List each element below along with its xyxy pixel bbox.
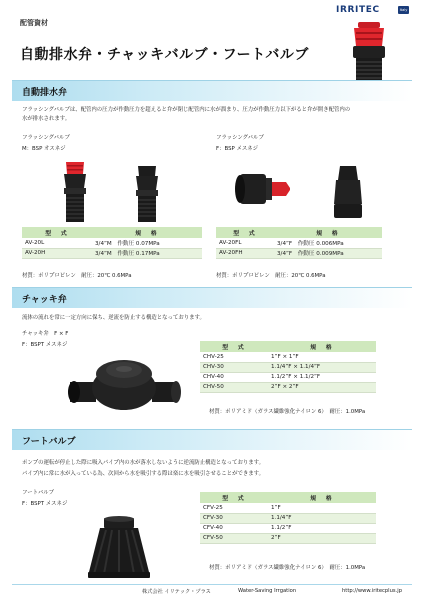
table-cell: 3/4”F 作動圧 0.009MPa bbox=[274, 248, 382, 258]
product-caption: フラッシングバルブ bbox=[216, 135, 264, 141]
table-row bbox=[216, 248, 382, 258]
table-cell: CFV-25 bbox=[200, 503, 268, 513]
product-caption: M：BSP オスネジ bbox=[22, 146, 66, 152]
table-cell: CHV-25 bbox=[200, 352, 268, 362]
table-header-row bbox=[200, 341, 376, 352]
table-row bbox=[22, 238, 202, 248]
male-flushing-valves-image bbox=[52, 160, 172, 224]
table-row bbox=[216, 238, 382, 248]
check-valve-image bbox=[66, 352, 182, 414]
product-caption: フラッシングバルブ bbox=[22, 135, 70, 141]
material-note: 材質：ポリプロピレン 耐圧：20℃ 0.6MPa bbox=[22, 273, 132, 279]
table-cell: AV-20FL bbox=[216, 238, 274, 248]
material-note: 材質：ポリアミド（ガラス繊維強化ナイロン 6） 耐圧：1.0MPa bbox=[209, 409, 366, 415]
table-cell: 1”F × 1”F bbox=[268, 352, 376, 362]
table-cell: 1.1/4”F × 1.1/4”F bbox=[268, 362, 376, 372]
table-header-row bbox=[22, 227, 202, 238]
table-row bbox=[200, 523, 376, 533]
table-row bbox=[200, 352, 376, 362]
spec-table-male bbox=[22, 227, 202, 259]
table-cell: CHV-30 bbox=[200, 362, 268, 372]
table-cell: 3/4”M 作動圧 0.17MPa bbox=[92, 248, 202, 258]
female-flushing-valves-image bbox=[232, 160, 382, 222]
table-header-cell: 規 格 bbox=[268, 341, 376, 352]
spec-table-female bbox=[216, 227, 382, 259]
table-cell: 3/4”F 作動圧 0.006MPa bbox=[274, 238, 382, 248]
product-caption: F：BSPT メスネジ bbox=[22, 342, 68, 348]
product-caption: フートバルブ bbox=[22, 490, 55, 496]
footer-slogan: Water-Saving Irrgation bbox=[238, 588, 297, 594]
spec-table-foot-valve bbox=[200, 492, 376, 544]
table-cell: 1.1/4”F bbox=[268, 513, 376, 523]
table-cell: 2”F × 2”F bbox=[268, 382, 376, 392]
section-description-line: ポンプの運転が停止した際に吸入パイプ内の水が落水しないように逆流防止構造となっております。 bbox=[22, 460, 264, 466]
product-caption: F：BSPT メスネジ bbox=[22, 501, 68, 507]
table-cell: 1”F bbox=[268, 503, 376, 513]
section-bar-foot-valve bbox=[12, 429, 412, 450]
section-heading: チャッキ弁 bbox=[22, 295, 67, 305]
table-cell: 3/4”M 作動圧 0.07MPa bbox=[92, 238, 202, 248]
table-row bbox=[200, 372, 376, 382]
material-note: 材質：ポリプロピレン 耐圧：20℃ 0.6MPa bbox=[216, 273, 326, 279]
table-row bbox=[200, 513, 376, 523]
table-cell: 1.1/2”F × 1.1/2”F bbox=[268, 372, 376, 382]
table-header-cell: 型 式 bbox=[22, 227, 92, 238]
table-header-cell: 型 式 bbox=[216, 227, 274, 238]
table-row bbox=[200, 503, 376, 513]
footer-company: 株式会社 イリテック・プラス bbox=[142, 589, 211, 595]
table-header-cell: 規 格 bbox=[92, 227, 202, 238]
footer-url[interactable]: http://www.iritecplus.jp bbox=[342, 588, 402, 594]
table-header-row bbox=[216, 227, 382, 238]
section-bar-check-valve bbox=[12, 287, 412, 308]
section-description-line: パイプ内に常に水が入っている為、次回から水を吸引する際は楽に水を吸引させることができます。 bbox=[22, 471, 264, 477]
table-cell: CHV-40 bbox=[200, 372, 268, 382]
section-description-line: 水が排水されます。 bbox=[22, 116, 71, 122]
section-bar-auto-drain bbox=[12, 80, 412, 101]
table-header-cell: 規 格 bbox=[274, 227, 382, 238]
category-label: 配管資材 bbox=[20, 19, 48, 27]
section-heading: フートバルブ bbox=[22, 437, 76, 447]
product-caption: F：BSP メスネジ bbox=[216, 146, 259, 152]
table-cell: AV-20FH bbox=[216, 248, 274, 258]
section-description-line: 流体の流れを常に一定方向に保ち、逆流を防止する構造となっております。 bbox=[22, 315, 205, 321]
section-description-line: フラッシングバルブは、配管内の圧力が作動圧力を超えると弁が閉じ配管内に水が溜まり、圧力が作動圧力以下がると弁が開き配管内の bbox=[22, 107, 351, 113]
logo-badge: Italy bbox=[399, 8, 408, 12]
section-heading: 自動排水弁 bbox=[22, 88, 68, 98]
foot-valve-image bbox=[86, 516, 152, 580]
table-header-cell: 型 式 bbox=[200, 492, 268, 503]
table-row bbox=[200, 382, 376, 392]
table-row bbox=[200, 533, 376, 543]
table-cell: 1.1/2”F bbox=[268, 523, 376, 533]
footer-divider bbox=[12, 584, 412, 585]
logo-text: IRRITEC bbox=[336, 5, 380, 15]
irritec-logo bbox=[336, 5, 412, 16]
table-row bbox=[22, 248, 202, 258]
table-header-cell: 規 格 bbox=[268, 492, 376, 503]
table-row bbox=[200, 362, 376, 372]
spec-table-check-valve bbox=[200, 341, 376, 393]
table-cell: CHV-50 bbox=[200, 382, 268, 392]
table-cell: AV-20H bbox=[22, 248, 92, 258]
table-header-cell: 型 式 bbox=[200, 341, 268, 352]
table-header-row bbox=[200, 492, 376, 503]
page-title: 自動排水弁・チャッキバルブ・フートバルブ bbox=[20, 47, 309, 63]
product-caption: チャッキ弁 F × F bbox=[22, 331, 69, 337]
table-cell: CFV-50 bbox=[200, 533, 268, 543]
material-note: 材質：ポリアミド（ガラス繊維強化ナイロン 6） 耐圧：1.0MPa bbox=[209, 565, 366, 571]
table-cell: 2”F bbox=[268, 533, 376, 543]
table-cell: CFV-40 bbox=[200, 523, 268, 533]
table-cell: CFV-30 bbox=[200, 513, 268, 523]
table-cell: AV-20L bbox=[22, 238, 92, 248]
